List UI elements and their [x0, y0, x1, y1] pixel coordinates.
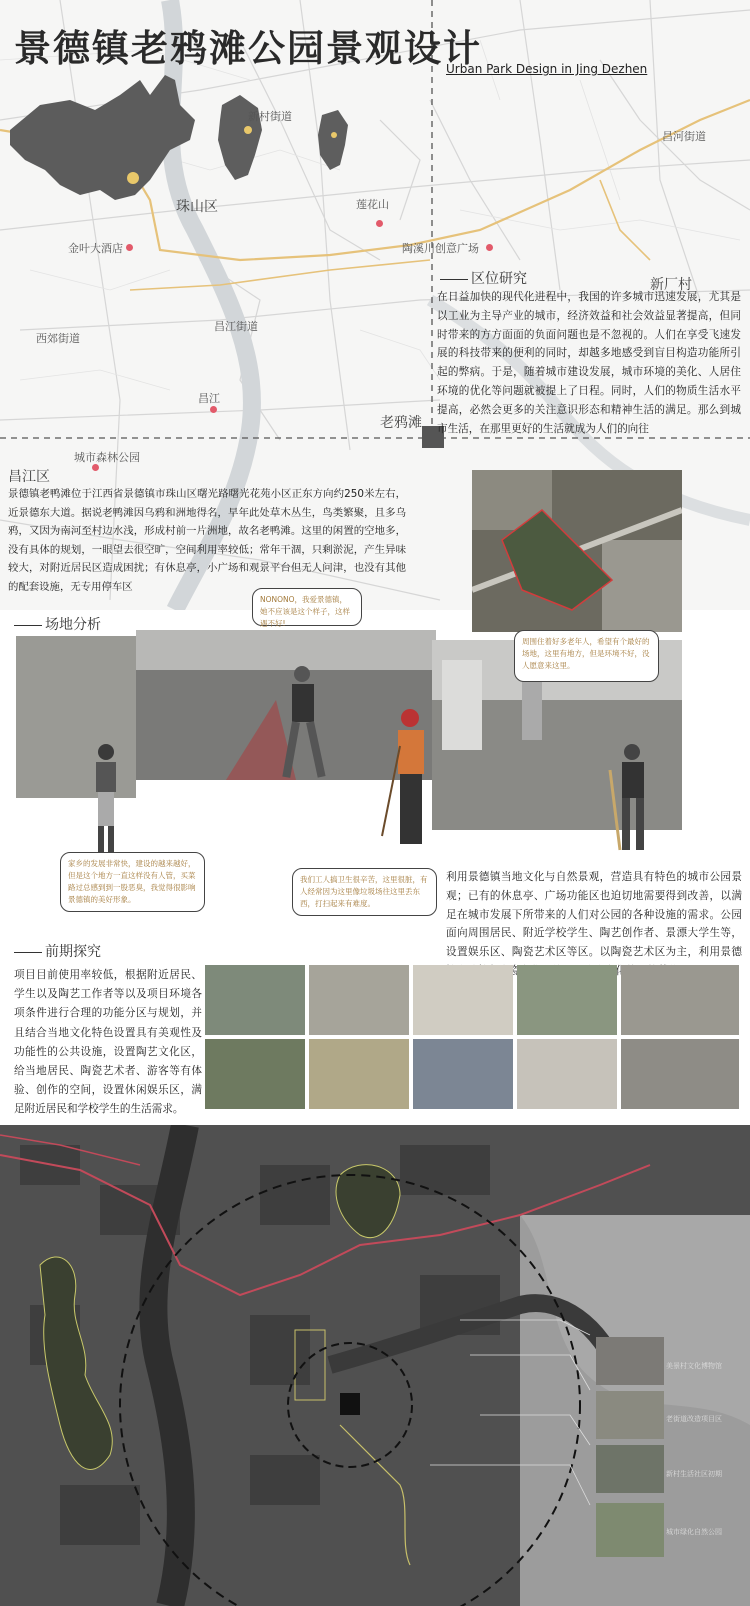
- reference-image-4: [517, 965, 617, 1035]
- aerial-thumb-4: [596, 1503, 664, 1557]
- reference-gallery: [205, 965, 743, 1113]
- speech-bubble-3: 家乡的发展非常快，建设的越来越好，但是这个地方一直这样没有人管，买菜路过总感到到一股恶臭，我觉得很影响景德镇的美好形象。: [60, 852, 205, 912]
- pin-jinye: [126, 244, 133, 251]
- label-taoxi: 陶溪川创意广场: [402, 242, 479, 255]
- reference-image-7: [309, 1039, 409, 1109]
- worker-figure-sweeper: [380, 706, 434, 866]
- label-jinye: 金叶大酒店: [68, 242, 123, 255]
- label-changhe: 昌河街道: [662, 130, 706, 143]
- site-intro-text: 景德镇老鸭滩位于江西省景德镇市珠山区曙光路曙光花苑小区正东方向约250米左右，近景德东大道。据说老鸭滩因乌鸦和洲地得名，早年此处草木丛生，鸟类繁聚，且多乌鸦，又因为南河至村边水浅，形成村前一片洲地，故名老鸭滩。这里的闲置的空地多，没有具体的规划，一眼望去很空旷，空间利用率较低；常年干涸，只剩淤泥，产生异味较大，对附近居民区造成困扰；有休息亭，小广场和观景平台但无人问津，也没有其他的配套设施，无专用停车区: [8, 488, 406, 593]
- label-zhushan: 珠山区: [176, 199, 218, 215]
- resident-figure-walker: [272, 664, 332, 784]
- speech-bubble-1: NONONO，我爱景德镇，她不应该是这个样子，这样遇不好!: [252, 588, 362, 626]
- label-xijiao: 西郊街道: [36, 332, 80, 345]
- page-title: 景德镇老鸦滩公园景观设计: [14, 27, 482, 70]
- early-research-text: 项目目前使用率较低，根据附近居民、学生以及陶艺工作者等以及项目环境各项条件进行合理的功能分区与规划，并且结合当地文化特色设置具有美观性及功能性的公共设施，设置陶艺文化区，给当地居民、陶瓷艺术者、游客等有体验、创作的空间，设置休闲娱乐区，满足附近居民和学校学生的生活需求。: [14, 969, 202, 1116]
- label-xincun: 新村街道: [248, 110, 292, 123]
- satellite-photo: [472, 470, 682, 632]
- pin-forest-park: [92, 464, 99, 471]
- early-research-heading: 前期探究: [14, 941, 101, 961]
- reference-image-9: [517, 1039, 617, 1109]
- aerial-thumb-2: [596, 1391, 664, 1439]
- aerial-label-3: 新村生活社区初期: [666, 1470, 722, 1478]
- speech-bubble-2: 周围住着好多老年人，希望有个最好的场地，这里有地方，但是环境不好，没人愿意来这里。: [514, 630, 659, 682]
- aerial-site-map: [0, 1125, 750, 1606]
- reference-image-3: [413, 965, 513, 1035]
- site-analysis-heading: 场地分析: [14, 614, 101, 634]
- reference-image-10: [621, 1039, 739, 1109]
- pin-lianhuashan: [376, 220, 383, 227]
- reference-image-2: [309, 965, 409, 1035]
- pin-changjiang: [210, 406, 217, 413]
- label-lianhuashan: 莲花山: [356, 198, 389, 211]
- elderly-figure-exercising: [600, 740, 660, 860]
- label-forest-park: 城市森林公园: [74, 451, 140, 464]
- reference-image-8: [413, 1039, 513, 1109]
- label-laoyatan: 老鸦滩: [380, 415, 422, 431]
- label-changjiang: 昌江: [198, 392, 220, 405]
- label-xinchang: 新厂村: [650, 277, 692, 293]
- design-concept-text: 利用景德镇当地文化与自然景观，营造具有特色的城市公园景观；已有的休息亭、广场功能区也迫切地需要得到改善，以满足在城市发展下所带来的人们对公园的各种设施的需求。公园面向周围居民、附近学校学生、陶艺创作者、景漂大学生等，设置娱乐区、陶瓷艺术区等区。以陶瓷艺术区为主，利用景德 陶瓷文: [446, 871, 742, 977]
- resident-figure-woman: [82, 742, 130, 854]
- label-changjiang-street: 昌江街道: [214, 320, 258, 333]
- page-subtitle: Urban Park Design in Jing Dezhen: [446, 62, 648, 76]
- reference-image-1: [205, 965, 305, 1035]
- aerial-label-4: 城市绿化自然公园: [666, 1528, 722, 1536]
- reference-image-5: [621, 965, 739, 1035]
- location-study-heading: 区位研究: [440, 268, 527, 288]
- aerial-thumb-3: [596, 1445, 664, 1493]
- label-changjiang-district: 昌江区: [8, 469, 50, 485]
- reference-image-6: [205, 1039, 305, 1109]
- location-study-text: 在日益加快的现代化进程中，我国的许多城市迅速发展，尤其是以工业为主导产业的城市，经济效益和社会效益显著提高，但同时带来的方方面面的负面问题也是不忽视的。人们在享受飞速发展的科技带来的便利的同时，却越多地感受到盲目构造功能所引起的弊病。于是，随着城市建设发展，城市环境的美化、人居住环境的优化等问题就被提上了日程。同时，人们的物质生活水平提高，必然会更多的关注意识形态和精神生活的满足。那么到城市生活，在那里更好的生活就成为人们的向往: [437, 291, 741, 435]
- speech-bubble-4: 我们工人搞卫生很辛苦，这里很脏，有人经常因为这里像垃圾场往这里丢东西，打扫起来有难度。: [292, 868, 437, 916]
- aerial-label-1: 美景村文化博物馆: [666, 1362, 722, 1370]
- pin-taoxi: [486, 244, 493, 251]
- aerial-thumb-1: [596, 1337, 664, 1385]
- aerial-label-2: 老街道改造项目区: [666, 1415, 722, 1423]
